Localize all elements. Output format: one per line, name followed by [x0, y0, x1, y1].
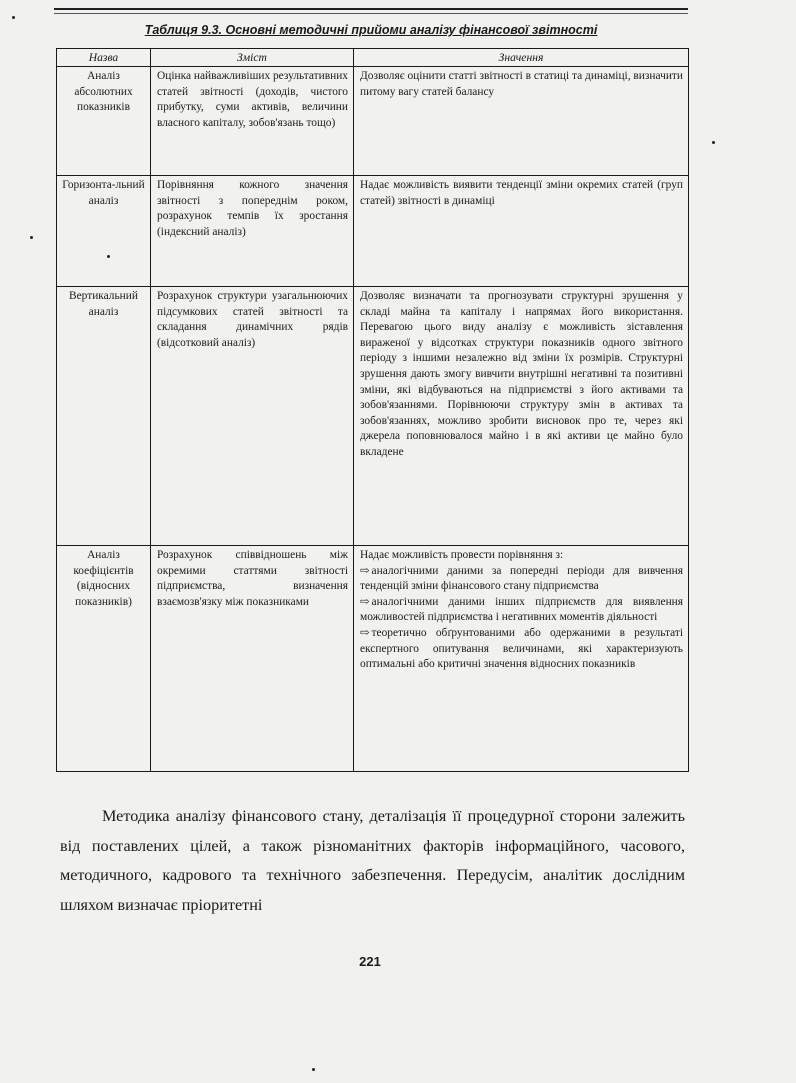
body-paragraph: Методика аналізу фінансового стану, деталізація її процедурної сторони залежить від поставлених цілей, а також різноманітних факторів інформаційного, часового, методичного, кадрового та технічного забезпечення. Передусім, аналітик дослідним шляхом визначає пріоритетні [60, 807, 685, 914]
row-name: Вертикальний аналіз [57, 287, 151, 546]
methods-table [56, 48, 689, 772]
list-item [360, 626, 683, 673]
row-name: Аналіз коефіцієнтів (відносних показників) [57, 546, 151, 772]
scan-speck [712, 141, 715, 144]
table-row [57, 546, 689, 772]
list-item [360, 595, 683, 626]
table-caption: Таблиця 9.3. Основні методичні прийоми аналізу фінансової звітності [144, 23, 598, 37]
top-rule-thin [54, 13, 688, 14]
row-value [354, 546, 689, 772]
header-value: Значення [354, 49, 689, 67]
right-arrow-icon: ⇨ [360, 626, 370, 639]
value-intro: Надає можливість провести порівняння з: [360, 549, 564, 561]
row-value: Дозволяє визначати та прогнозувати структурні зрушення у складі майна та капіталу і напрямах його використання. Перевагою цього виду аналізу є можливість зіставлення вираженої у відсотках структури показників одного звітного періоду з іншими незалежно від зміни їх розмірів. Структурні зрушення дають змогу вивчити внутрішні негативні та позитивні зміни, які відбуваються на підприємстві з його активами та зобов'язаннями. Порівнюючи структуру змін в активах та зобов'язаннях, можливо зробити висновок про те, через які джерела поповнювалося майно і в які активи це майно було вкладене [354, 287, 689, 546]
page-number: 221 [359, 954, 381, 969]
table-row [57, 67, 689, 176]
row-content: Розрахунок співвідношень між окремими статтями звітності підприємства, визначення взаємозв'язку між показниками [151, 546, 354, 772]
header-content: Зміст [151, 49, 354, 67]
header-name: Назва [57, 49, 151, 67]
row-value: Надає можливість виявити тенденції зміни окремих статей (груп статей) звітності в динаміці [354, 176, 689, 287]
scan-speck [30, 236, 33, 239]
row-name: Горизонта-льний аналіз [57, 176, 151, 287]
list-item [360, 564, 683, 595]
row-value: Дозволяє оцінити статті звітності в статиці та динаміці, визначити питому вагу статей балансу [354, 67, 689, 176]
row-content: Порівняння кожного значення звітності з попереднім роком, розрахунок темпів їх зростання (індексний аналіз) [151, 176, 354, 287]
row-content: Оцінка найважливіших результативних статей звітності (доходів, чистого прибутку, суми активів, величини власного капіталу, зобов'язань тощо) [151, 67, 354, 176]
top-rule [54, 8, 688, 10]
scan-speck [312, 1068, 315, 1071]
list-item-text: аналогічними даними за попередні періоди для вивчення тенденцій зміни фінансового стану підприємства [360, 564, 683, 593]
right-arrow-icon: ⇨ [360, 564, 370, 577]
table-row [57, 176, 689, 287]
right-arrow-icon: ⇨ [360, 595, 370, 608]
scan-speck [12, 16, 15, 19]
list-item-text: аналогічними даними інших підприємств для виявлення можливостей підприємства і негативних моментів діяльності [360, 595, 683, 624]
row-content: Розрахунок структури узагальнюючих підсумкових статей звітності та складання динамічних рядів (відсотковий аналіз) [151, 287, 354, 546]
row-name: Аналіз абсолютних показників [57, 67, 151, 176]
table-row [57, 287, 689, 546]
table-header-row [57, 49, 689, 67]
list-item-text: теоретично обґрунтованими або одержаними в результаті експертного опитування величинами, які характеризують оптимальні або критичні значення відносних показників [360, 626, 683, 671]
